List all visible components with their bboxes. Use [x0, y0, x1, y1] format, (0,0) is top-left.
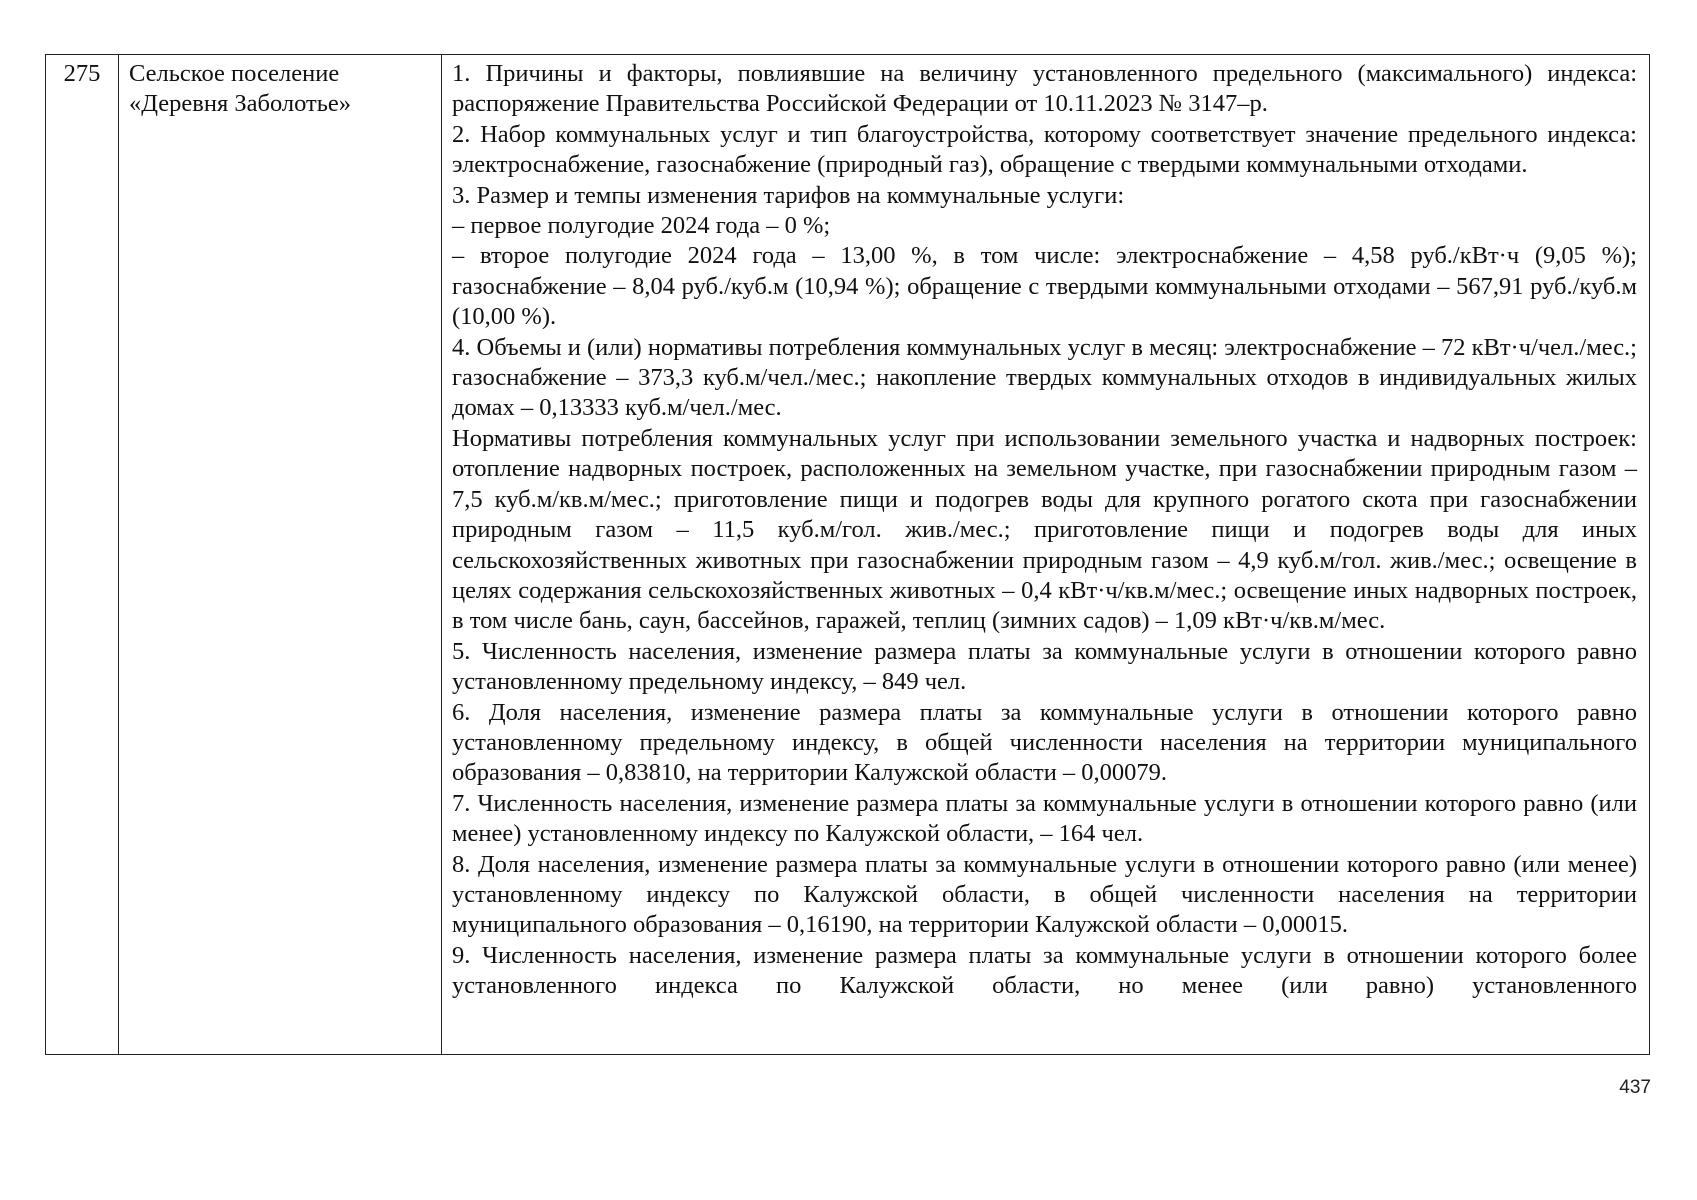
table-row [46, 55, 1650, 1055]
paragraph-3-second-half: – второе полугодие 2024 года – 13,00 %, в том числе: электроснабжение – 4,58 руб./кВт·ч (9,05 %); газоснабжение – 8,04 руб./куб.м (10,94 %); обращение с твердыми коммунальными отходами – 567,91 руб./куб.м (10,00 %). [452, 242, 1637, 331]
paragraph-4-volumes: 4. Объемы и (или) нормативы потребления коммунальных услуг в месяц: электроснабжение – 72 кВт·ч/чел./мес.; газоснабжение – 373,3 куб.м/чел./мес.; накопление твердых коммунальных отходов в индивидуальных жилых домах – 0,13333 куб.м/чел./мес. [452, 333, 1637, 422]
settlement-name: «Деревня Заболотье» [129, 90, 352, 118]
paragraph-4-land-norms: Нормативы потребления коммунальных услуг при использовании земельного участка и надворных построек: отопление надворных построек, расположенных на земельном участке, при газоснабжении природным газом – 7,5 куб.м/кв.м/мес.; приготовление пищи и подогрев воды для крупного рогатого скота при газоснабжении природным газом – 11,5 куб.м/гол. жив./мес.; приготовление пищи и подогрев воды для иных сельскохозяйственных животных при газоснабжении природным газом – 4,9 куб.м/гол. жив./мес.; освещение в целях содержания сельскохозяйственных животных – 0,4 кВт·ч/кв.м/мес.; освещение иных надворных построек, в том числе бань, саун, бассейнов, гаражей, теплиц (зимних садов) – 1,09 кВт·ч/кв.м/мес. [452, 424, 1637, 635]
description-cell [442, 55, 1650, 1055]
paragraph-3-tariffs: 3. Размер и темпы изменения тарифов на коммунальные услуги: [452, 181, 1125, 209]
paragraph-5-population: 5. Численность населения, изменение размера платы за коммунальные услуги в отношении которого равно установленному предельному индексу, – 849 чел. [452, 637, 1637, 696]
paragraph-3-first-half: – первое полугодие 2024 года – 0 %; [452, 212, 831, 240]
paragraph-9-population: 9. Численность населения, изменение размера платы за коммунальные услуги в отношении которого более установленного индекса по Калужской области, но менее (или равно) установленного [452, 941, 1637, 1000]
paragraph-2-services-set: 2. Набор коммунальных услуг и тип благоустройства, которому соответствует значение предельного индекса: электроснабжение, газоснабжение (природный газ), обращение с твердыми коммунальными отходами. [452, 120, 1637, 179]
row-number: 275 [46, 55, 119, 1055]
paragraph-7-population: 7. Численность населения, изменение размера платы за коммунальные услуги в отношении которого равно (или менее) установленному индексу по Калужской области, – 164 чел. [452, 789, 1637, 848]
paragraph-6-share: 6. Доля населения, изменение размера платы за коммунальные услуги в отношении которого равно установленному предельному индексу, в общей численности населения на территории муниципального образования – 0,83810, на территории Калужской области – 0,00079. [452, 698, 1637, 787]
page-number: 437 [1619, 1077, 1651, 1098]
settlement-type: Сельское поселение [129, 60, 340, 87]
document-table [45, 54, 1650, 1055]
paragraph-1-causes: 1. Причины и факторы, повлиявшие на величину установленного предельного (максимального) индекса: распоряжение Правительства Российской Федерации от 10.11.2023 № 3147–р. [452, 60, 1637, 118]
settlement-name-cell [119, 55, 442, 1055]
paragraph-8-share: 8. Доля населения, изменение размера платы за коммунальные услуги в отношении которого равно (или менее) установленному индексу по Калужской области, в общей численности населения на территории муниципального образования – 0,16190, на территории Калужской области – 0,00015. [452, 850, 1637, 939]
